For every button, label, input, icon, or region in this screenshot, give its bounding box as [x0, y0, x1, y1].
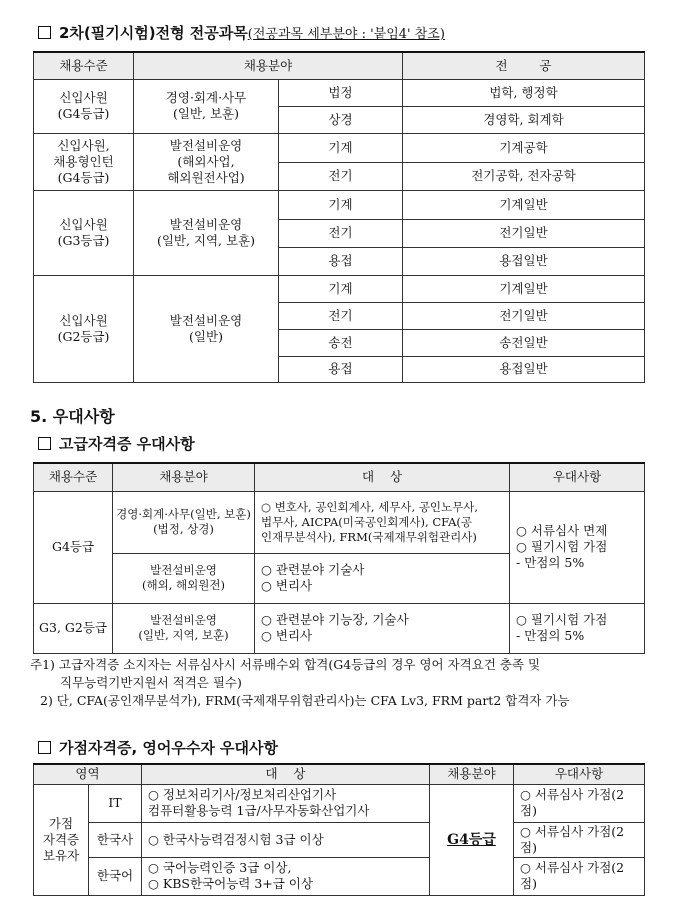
- section1-heading: [38, 22, 445, 43]
- track-cell: 전기: [279, 302, 403, 329]
- section3-title: 가점자격증, 영어우수자 우대사항: [59, 739, 279, 757]
- track-cell: 전기: [279, 162, 403, 190]
- track-cell: 용접: [279, 247, 403, 275]
- major-cell: 법학, 행정학: [403, 79, 645, 106]
- header-target: 대 상: [142, 764, 430, 784]
- header-benefit: 우대사항: [514, 764, 645, 784]
- target-cell: ○ 국어능력인증 3급 이상, ○ KBS한국어능력 3+급 이상: [142, 857, 430, 895]
- level-cell: 신입사원 (G3등급): [34, 190, 134, 275]
- track-cell: 상경: [279, 106, 403, 133]
- bonus-cert-table: [33, 763, 645, 896]
- benefit-cell: ○ 필기시험 가점 - 만점의 5%: [510, 603, 645, 653]
- major-cell: 전기공학, 전자공학: [403, 162, 645, 190]
- level-cell: 신입사원, 채용형인턴 (G4등급): [34, 133, 134, 190]
- track-cell: 기계: [279, 133, 403, 162]
- field-cell: 발전설비운영 (해외, 해외원전): [113, 553, 255, 603]
- field-cell: G4등급: [430, 784, 514, 895]
- checkbox-square-icon: [38, 437, 51, 450]
- checkbox-square-icon: [38, 741, 51, 754]
- section2-heading: [38, 433, 195, 454]
- target-cell: ○ 변호사, 공인회계사, 세무사, 공인노무사, 법무사, AICPA(미국공인회계사), CFA(공 인재무분석사), FRM(국제재무위험관리사): [255, 491, 510, 553]
- benefit-cell: ○ 서류심사 면제 ○ 필기시험 가점 - 만점의 5%: [510, 491, 645, 603]
- section3-heading: [38, 737, 278, 758]
- header-level: 채용수준: [34, 52, 134, 79]
- header-target: 대 상: [255, 463, 510, 491]
- benefit-cell: ○ 서류심사 가점(2점): [514, 822, 645, 857]
- area-cell: 한국사: [89, 822, 142, 857]
- major-cell: 전기일반: [403, 219, 645, 247]
- track-cell: 전기: [279, 219, 403, 247]
- benefit-cell: ○ 서류심사 가점(2점): [514, 784, 645, 822]
- major-cell: 기계일반: [403, 275, 645, 302]
- header-major: 전 공: [403, 52, 645, 79]
- target-cell: ○ 관련분야 기능장, 기술사 ○ 변리사: [255, 603, 510, 653]
- field-cell: 발전설비운영 (해외사업, 해외원전사업): [134, 133, 279, 190]
- note-1b: 직무능력기반지원서 적격은 필수): [60, 675, 242, 690]
- benefit-cell: ○ 서류심사 가점(2점): [514, 857, 645, 895]
- field-cell: 경영·회계·사무 (일반, 보훈): [134, 79, 279, 133]
- section1-subtitle: (전공과목 세부분야 : '붙임4' 참조): [247, 27, 445, 42]
- track-cell: 용접: [279, 356, 403, 382]
- field-cell: 발전설비운영 (일반, 지역, 보훈): [134, 190, 279, 275]
- major-cell: 전기일반: [403, 302, 645, 329]
- track-cell: 기계: [279, 275, 403, 302]
- field-cell: 발전설비운영 (일반): [134, 275, 279, 382]
- section2-title: 고급자격증 우대사항: [59, 435, 195, 453]
- level-cell: 신입사원 (G4등급): [34, 79, 134, 133]
- section1-title: 2차(필기시험)전형 전공과목: [59, 24, 248, 42]
- field-cell: 경영·회계·사무(일반, 보훈) (법정, 상경): [113, 491, 255, 553]
- major-cell: 기계공학: [403, 133, 645, 162]
- target-cell: ○ 정보처리기사/정보처리산업기사 컴퓨터활용능력 1급/사무자동화산업기사: [142, 784, 430, 822]
- note-1a: 주1) 고급자격증 소지자는 서류심사시 서류배수외 합격(G4등급의 경우 영어 자격요건 충족 및: [30, 657, 541, 672]
- track-cell: 송전: [279, 329, 403, 356]
- target-cell: ○ 한국사능력검정시험 3급 이상: [142, 822, 430, 857]
- track-cell: 기계: [279, 190, 403, 219]
- level-cell: 신입사원 (G2등급): [34, 275, 134, 382]
- major-cell: 경영학, 회계학: [403, 106, 645, 133]
- major-cell: 용접일반: [403, 247, 645, 275]
- header-level: 채용수준: [34, 463, 113, 491]
- section5-number: 5. 우대사항: [30, 407, 115, 426]
- major-subjects-table: [33, 51, 645, 383]
- footnotes: [30, 656, 570, 710]
- field-cell: 발전설비운영 (일반, 지역, 보훈): [113, 603, 255, 653]
- advanced-cert-table: [33, 462, 645, 654]
- major-cell: 용접일반: [403, 356, 645, 382]
- header-area: 영역: [34, 764, 142, 784]
- track-cell: 법정: [279, 79, 403, 106]
- header-field: 채용분야: [113, 463, 255, 491]
- header-field: 채용분야: [134, 52, 403, 79]
- target-cell: ○ 관련분야 기술사 ○ 변리사: [255, 553, 510, 603]
- major-cell: 기계일반: [403, 190, 645, 219]
- area-cell: IT: [89, 784, 142, 822]
- area-cell: 한국어: [89, 857, 142, 895]
- group-cell: 가점 자격증 보유자: [34, 784, 89, 895]
- note-2: 2) 단, CFA(공인재무분석가), FRM(국제재무위험관리사)는 CFA Lv3, FRM part2 합격자 가능: [40, 693, 570, 708]
- header-field: 채용분야: [430, 764, 514, 784]
- level-cell: G3, G2등급: [34, 603, 113, 653]
- major-cell: 송전일반: [403, 329, 645, 356]
- checkbox-square-icon: [38, 26, 51, 39]
- header-benefit: 우대사항: [510, 463, 645, 491]
- level-cell: G4등급: [34, 491, 113, 603]
